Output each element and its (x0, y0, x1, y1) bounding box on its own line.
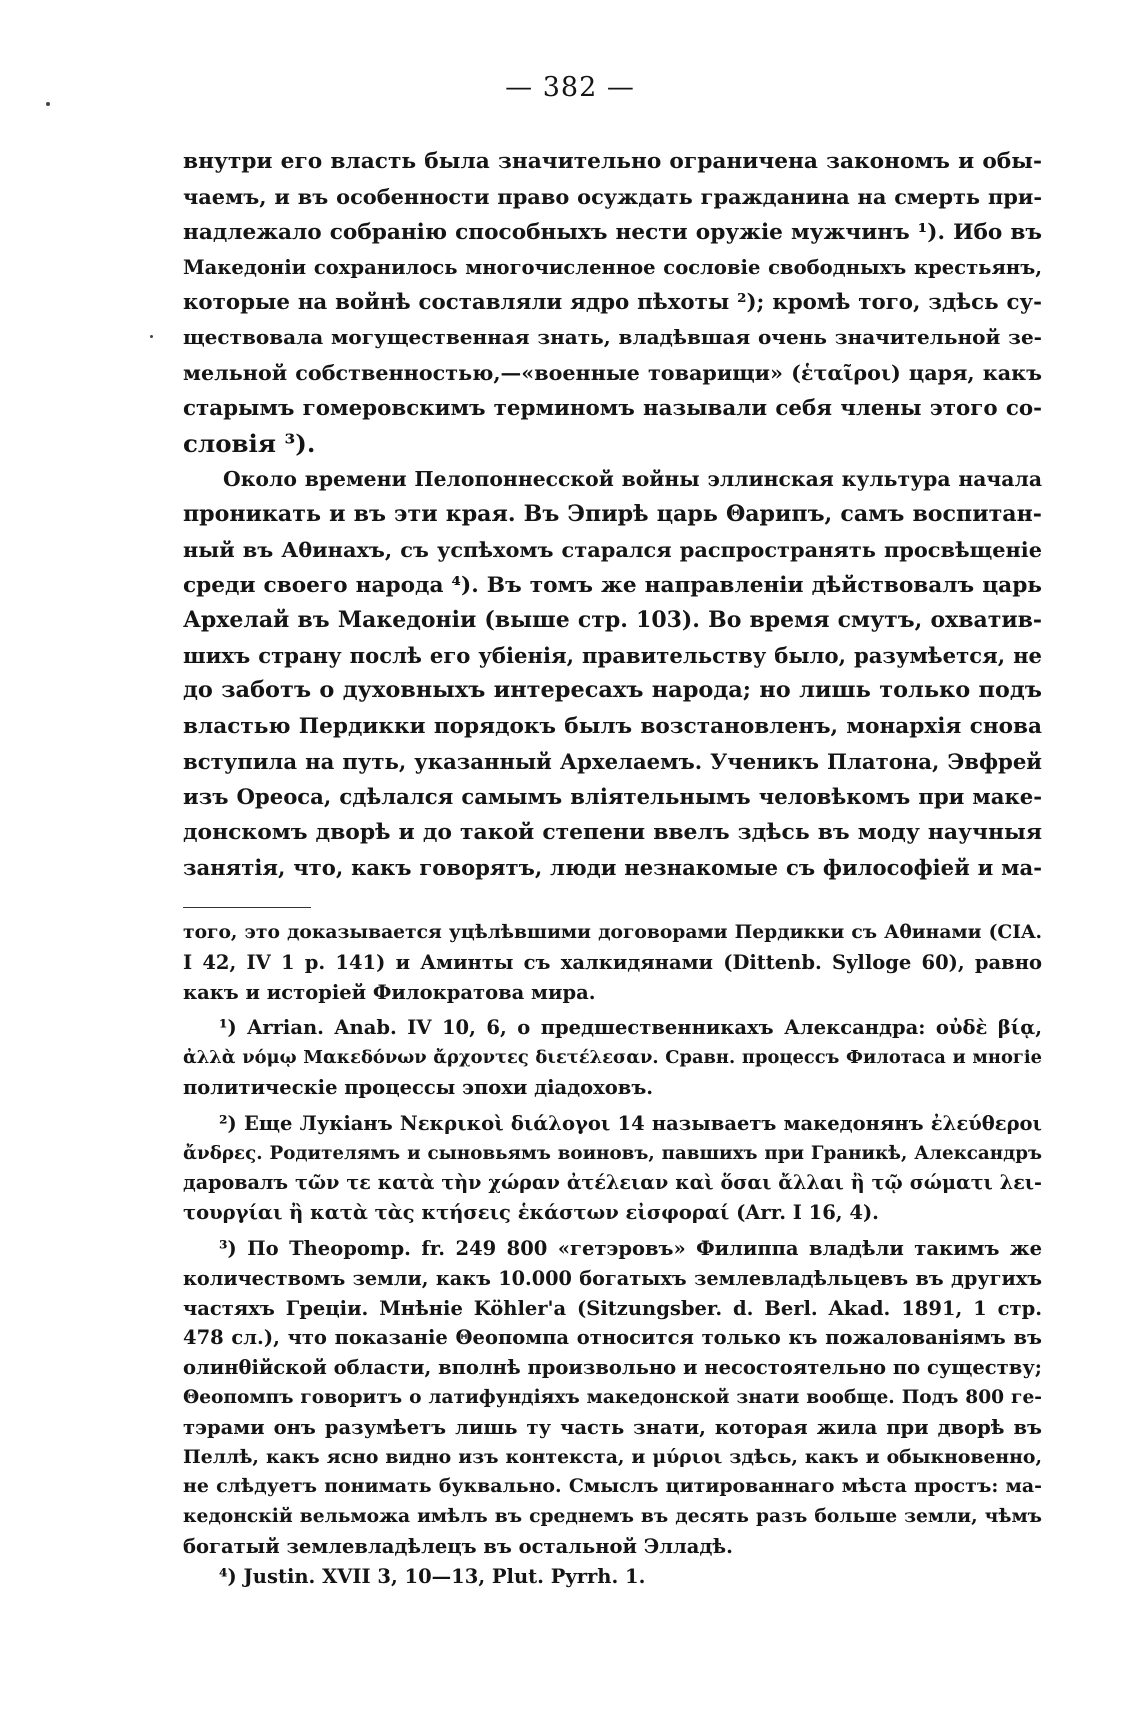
footnote-separator (183, 907, 311, 908)
footnote-line: тэрами онъ разумѣетъ лишь ту часть знати, которая жила при дворѣ въ (183, 1415, 1042, 1439)
text-line: занятія, что, какъ говорятъ, люди незнакомые съ философіей и ма- (183, 854, 1042, 880)
text-line: вступила на путь, указанный Архелаемъ. Ученикъ Платона, Эвфрей (183, 749, 1042, 775)
paragraph-1 (183, 144, 1042, 462)
footnote-continuation (183, 918, 1042, 1007)
footnote-line: 478 сл.), что показаніе Θеопомпа относится только къ пожалованіямъ въ (183, 1326, 1042, 1350)
footnote-line: того, это доказывается уцѣлѣвшими договорами Пердикки съ Аθинами (CIA. (183, 921, 1042, 943)
text-line: среди своего народа ⁴). Въ томъ же направленіи дѣйствовалъ царь (183, 572, 1042, 598)
text-line: проникать и въ эти края. Въ Эпирѣ царь Θарипъ, самъ воспитан- (183, 500, 1042, 527)
scan-speck (150, 335, 153, 338)
footnote-2 (183, 1109, 1042, 1228)
text-line: ществовала могущественная знать, владѣвшая очень значительной зе- (183, 325, 1042, 350)
footnote-1 (183, 1013, 1042, 1102)
text-line: надлежало собранію способныхъ нести оружіе мужчинъ ¹). Ибо въ (183, 219, 1042, 245)
footnote-line: Θеопомпъ говоритъ о латифундіяхъ македонской знати вообще. Подъ 800 ге- (183, 1386, 1042, 1408)
text-line: Македоніи сохранилось многочисленное сословіе свободныхъ крестьянъ, (183, 255, 1042, 279)
text-line: ный въ Аθинахъ, съ успѣхомъ старался распространять просвѣщеніе (183, 537, 1042, 563)
text-line: изъ Ореоса, сдѣлался самымъ вліятельнымъ человѣкомъ при маке- (183, 784, 1042, 810)
text-line: властью Пердикки порядокъ былъ возстановленъ, монархія снова (183, 713, 1042, 739)
text-line: внутри его власть была значительно ограничена закономъ и обы- (183, 149, 1042, 174)
footnote-line: I 42, IV 1 p. 141) и Аминты съ халкидянами (Dittenb. Sylloge 60), равно (183, 950, 1042, 974)
footnote-line: ἀλλὰ νόμῳ Μακεδόνων ἄρχοντες διετέλεσαν. Сравн. процессъ Филотаса и многіе (183, 1047, 1042, 1069)
footnote-line: даровалъ τῶν τε κατὰ τὴν χώραν ἀτέλειαν καὶ ὅσαι ἄλλαι ἢ τῷ σώματι λει- (183, 1171, 1042, 1195)
text-line: словія ³). (183, 429, 316, 459)
text-line: шихъ страну послѣ его убіенія, правительству было, разумѣется, не (183, 643, 1042, 669)
page-number: — 382 — (505, 72, 635, 103)
text-line: Около времени Пелопоннесской войны эллинская культура начала (223, 466, 1042, 491)
footnote-line: олинθійской области, вполнѣ произвольно и несостоятельно по существу; (183, 1356, 1042, 1380)
footnote-line: частяхъ Греціи. Мнѣніе Köhler'a (Sitzungsber. d. Berl. Akad. 1891, 1 стр. (183, 1296, 1042, 1320)
footnote-line: Пеллѣ, какъ ясно видно изъ контекста, и μύριοι здѣсь, какъ и обыкновенно, (183, 1445, 1042, 1468)
footnote-line: количествомъ земли, какъ 10.000 богатыхъ землевладѣльцевъ въ другихъ (183, 1266, 1042, 1290)
footnote-line: ¹) Arrian. Anab. IV 10, 6, о предшественникахъ Александра: οὐδὲ βίᾳ, (219, 1016, 1042, 1040)
text-line: чаемъ, и въ особенности право осуждать гражданина на смерть при- (183, 184, 1042, 210)
footnote-line: богатый землевладѣлецъ въ остальной Элладѣ. (183, 1534, 733, 1558)
text-line: до заботъ о духовныхъ интересахъ народа; но лишь только подъ (183, 677, 1042, 704)
footnote-line: кедонскій вельможа имѣлъ въ среднемъ въ десять разъ больше земли, чѣмъ (183, 1505, 1042, 1528)
footnote-line: какъ и исторіей Филократова мира. (183, 980, 596, 1004)
footnote-line: τουργίαι ἢ κατὰ τὰς κτήσεις ἑκάστων εἰσφοραί (Arr. I 16, 4). (183, 1201, 879, 1225)
footnote-line: политическіе процессы эпохи діадоховъ. (183, 1075, 654, 1099)
main-text (183, 144, 1042, 885)
text-line: которые на войнѣ составляли ядро пѣхоты ²); кромѣ того, здѣсь су- (183, 290, 1042, 316)
footnote-line: ³) По Theopomp. fr. 249 800 «гетэровъ» Филиппа владѣли такимъ же (219, 1236, 1042, 1260)
footnote-line: ⁴) Justin. XVII 3, 10—13, Plut. Pyrrh. 1. (219, 1564, 646, 1588)
paragraph-2 (183, 462, 1042, 886)
footnote-line: ²) Еще Лукіанъ Νεκρικοὶ διάλογοι 14 называетъ македонянъ ἐλεύθεροι (219, 1111, 1042, 1135)
footnote-3 (183, 1234, 1042, 1562)
text-line: мельной собственностью,—«военные товарищи» (ἑταῖροι) царя, какъ (183, 360, 1042, 385)
footnote-4 (183, 1562, 1042, 1592)
footnote-line: не слѣдуетъ понимать буквально. Смыслъ цитированнаго мѣста простъ: ма- (183, 1475, 1042, 1498)
text-line: Архелай въ Македоніи (выше стр. 103). Во время смутъ, охватив- (183, 606, 1042, 633)
footnote-line: ἄνδρες. Родителямъ и сыновьямъ воиновъ, павшихъ при Граникѣ, Александръ (183, 1142, 1042, 1164)
footnotes (183, 918, 1042, 1592)
text-line: старымъ гомеровскимъ терминомъ называли себя члены этого со- (183, 396, 1042, 422)
text-line: донскомъ дворѣ и до такой степени ввелъ здѣсь въ моду научныя (183, 818, 1042, 845)
